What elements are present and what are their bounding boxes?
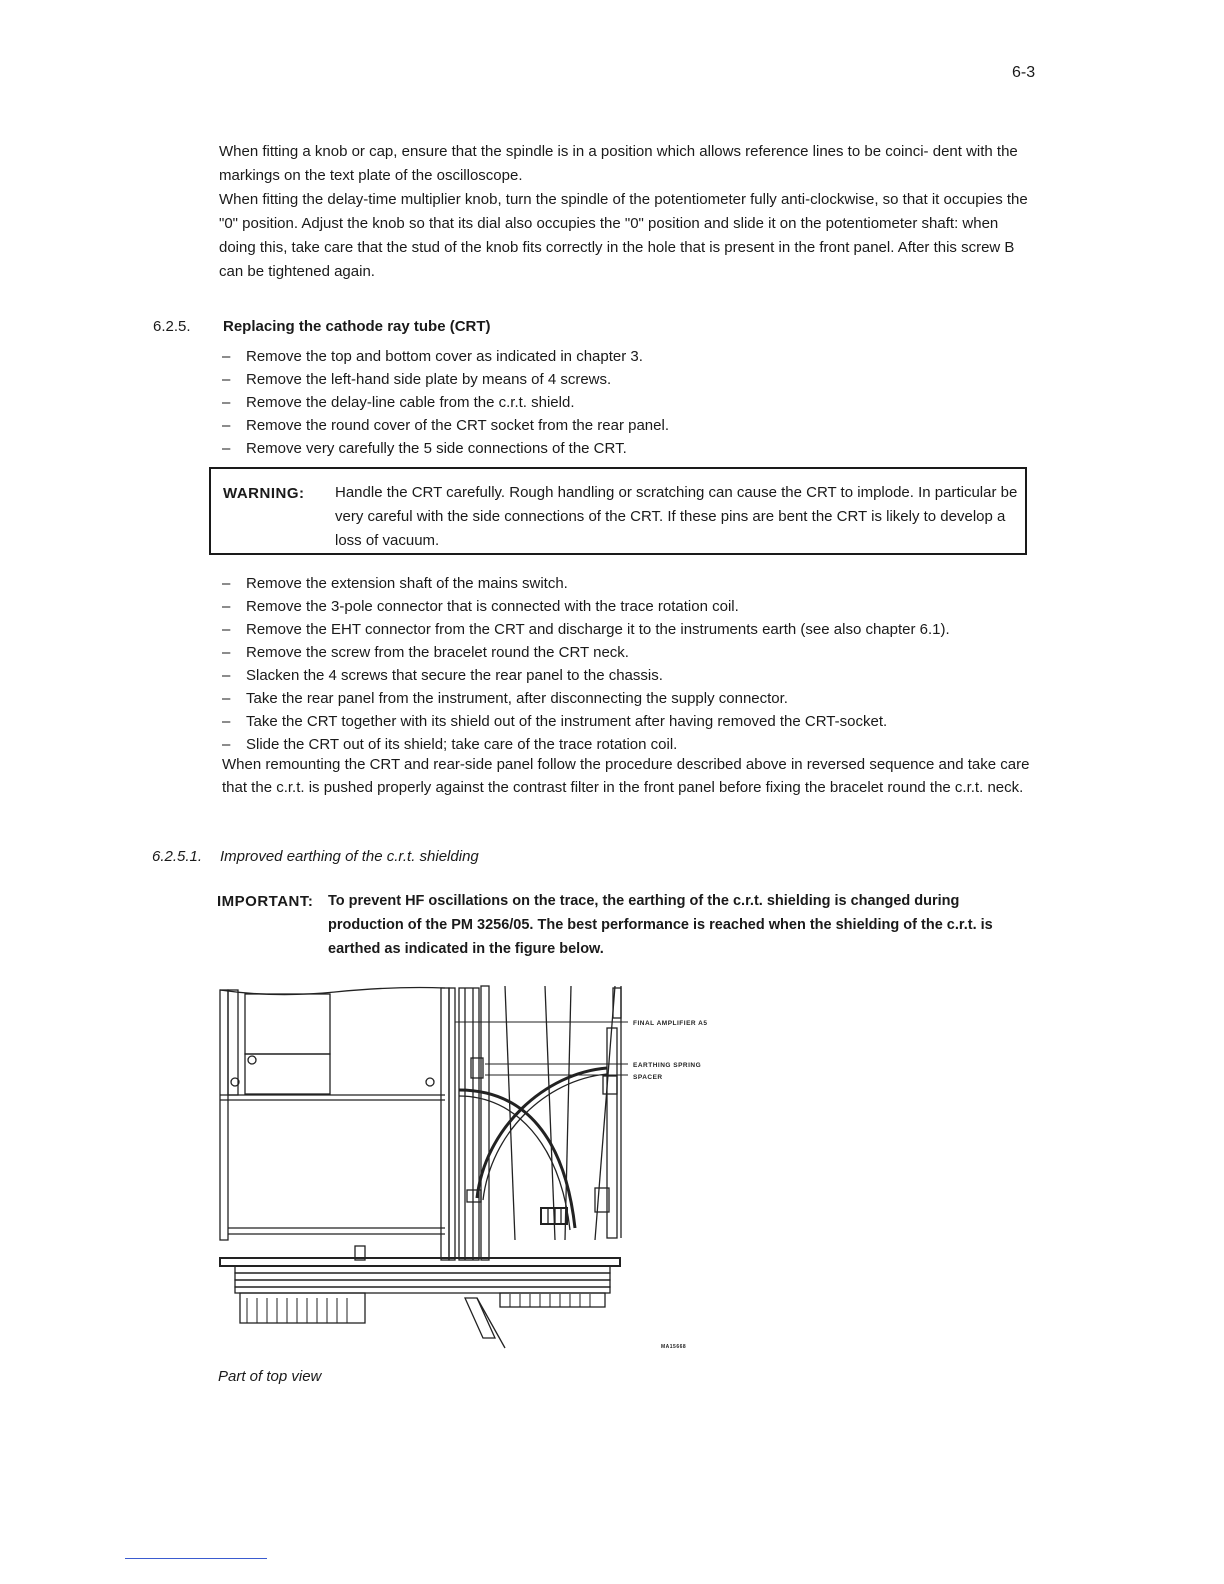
label-earthing-spring: EARTHING SPRING [633,1062,702,1069]
figure-caption: Part of top view [218,1368,322,1385]
list-item: – Remove the top and bottom cover as indicated in chapter 3. [222,345,1042,368]
intro-paragraph-delay-knob: When fitting the delay-time multiplier knob, turn the spindle of the potentiometer fully anti-clockwise, so that it occupies the "0" position. Adjust the knob so that its dial also occupies the "0" position and slide it on the potentiometer shaft: when doing this, take care that the stud of the knob fits correctly in the hole that is present in the front panel. After this screw B can be tightened again. [219,191,1028,280]
section-number: 6.2.5. [153,318,191,335]
list-item: – Slacken the 4 screws that secure the rear panel to the chassis. [222,664,1042,687]
crt-top-view-figure [215,978,735,1358]
section-title: Replacing the cathode ray tube (CRT) [223,318,491,335]
list-item: – Remove the round cover of the CRT socket from the rear panel. [222,414,1042,437]
list-item: – Remove the screw from the bracelet round the CRT neck. [222,641,1042,664]
subsection-number: 6.2.5.1. [152,848,203,865]
intro-paragraph-knob-fitting: When fitting a knob or cap, ensure that the spindle is in a position which allows reference lines to be coinci- dent with the markings on the text plate of the oscilloscope. [219,143,1018,184]
important-label: IMPORTANT: [217,893,314,910]
warning-text: Handle the CRT carefully. Rough handling or scratching can cause the CRT to implode. In particular be very careful with the side connections of the CRT. If these pins are bent the CRT is likely to develop a loss of vacuum. [335,484,1018,549]
list-item: – Remove the left-hand side plate by means of 4 screws. [222,368,1042,391]
label-final-amplifier: FINAL AMPLIFIER A5 [633,1020,708,1027]
list-item: – Remove the delay-line cable from the c.r.t. shield. [222,391,1042,414]
list-item: – Take the rear panel from the instrument, after disconnecting the supply connector. [222,687,1042,710]
footnote-rule [125,1558,267,1559]
subsection-title: Improved earthing of the c.r.t. shielding [220,848,479,865]
step-list-b [222,572,1042,756]
list-item: – Remove very carefully the 5 side connections of the CRT. [222,437,1042,460]
drawing-code: MA15668 [661,1344,687,1350]
important-text: To prevent HF oscillations on the trace, the earthing of the c.r.t. shielding is changed during production of the PM 3256/05. The best performance is reached when the shielding of the c.r.t. is earthed as indicated in the figure below. [328,893,993,957]
list-item: – Remove the extension shaft of the mains switch. [222,572,1042,595]
step-list-a [222,345,1042,460]
label-spacer: SPACER [633,1074,663,1081]
remount-paragraph: When remounting the CRT and rear-side panel follow the procedure described above in reversed sequence and take care that the c.r.t. is pushed properly against the contrast filter in the front panel before fixing the bracelet round the c.r.t. neck. [222,756,1030,796]
list-item: – Remove the EHT connector from the CRT and discharge it to the instruments earth (see also chapter 6.1). [222,618,1042,641]
warning-label: WARNING: [223,485,305,502]
list-item: – Take the CRT together with its shield out of the instrument after having removed the CRT-socket. [222,710,1042,733]
warning-box [209,467,1027,555]
list-item: – Slide the CRT out of its shield; take care of the trace rotation coil. [222,733,1042,756]
page-number: 6-3 [1012,64,1036,81]
list-item: – Remove the 3-pole connector that is connected with the trace rotation coil. [222,595,1042,618]
